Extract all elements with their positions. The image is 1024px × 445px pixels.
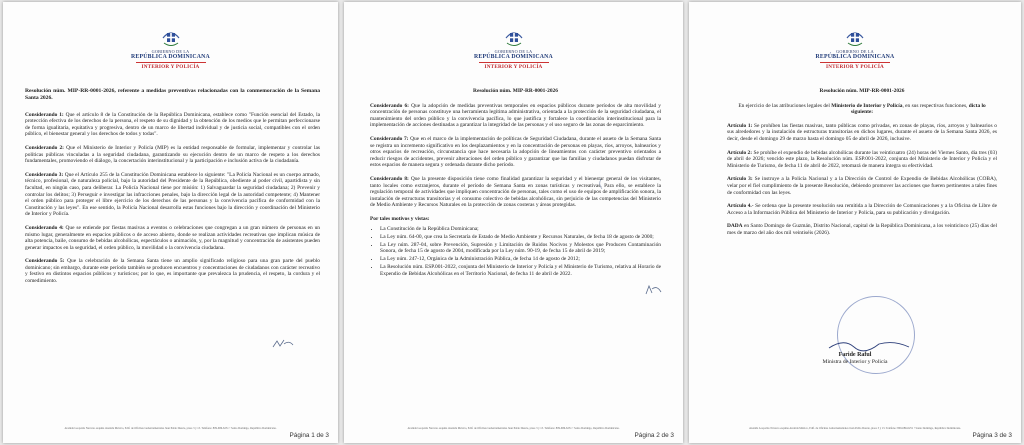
list-item: • La Resolución núm. ESP.001-2022, conjunta del Ministerio de Interior y Policía y el Ministerio de Turismo, relativa al Horario de Expendio de Bebidas Alcohólicas en el Territorio Nacional, de fecha 11 de abril de 2022. bbox=[380, 264, 661, 277]
page-2-body bbox=[370, 88, 661, 279]
ministry-label: INTERIOR Y POLICÍA bbox=[141, 63, 200, 70]
articulo-1: Artículo 1: Se prohíben las fiestas masivas, tanto públicas como privadas, en zonas de playas, ríos, arroyos y balnearios o sus alrededores y la instalación de estructuras transitorias en dichos lugares, durante el asueto de la Semana Santa 2026, es decir, desde el domingo 29 de marzo hasta el domingo 05 de abril de 2026, inclusive. bbox=[727, 122, 997, 142]
letterhead bbox=[344, 26, 683, 70]
vistas-heading: Por tales motivos y vistas: bbox=[370, 215, 430, 222]
initials-mark-icon bbox=[271, 338, 295, 352]
resolution-ref: Resolución núm. MIP-RR-0001-2026 bbox=[819, 88, 905, 94]
considerando-6: Considerando 6: Que la adopción de medidas preventivas temporales en espacios públicos durante períodos de alta movilidad y concentración de personas constituye una herramienta legítima administrativa, orientada a la protección de la seguridad ciudadana, el mantenimiento del orden público y la convivencia pacífica, lo que justifica y fortalece la coordinación interinstitucional para la implementación de acciones destinadas a garantizar la integridad de las personas y el uso seguro de las zonas de esparcimiento. bbox=[370, 102, 661, 129]
vistas-list bbox=[370, 226, 661, 278]
considerando-8: Considerando 8: Que la presente disposición tiene como finalidad garantizar la seguridad y el bienestar general de los visitantes, tanto locales como extranjeros, durante el período de Semana Santa en zonas turísticas y recreativas. Para ello, se establece la regulación temporal de actividades que impliquen concentración de personas, tales como el uso de equipos de amplificación sonora, la instalación de estructuras transitorias y el consumo colectivo de bebidas alcohólicas, sin perjuicio de las competencias del Ministerio de Medio Ambiente y Recursos Naturales en la protección de zonas costeras y áreas protegidas. bbox=[370, 175, 662, 209]
government-label: GOBIERNO DE LA bbox=[151, 49, 190, 54]
ministry-label: INTERIOR Y POLICÍA bbox=[484, 63, 543, 70]
document-page-1 bbox=[3, 2, 338, 443]
articulo-2: Artículo 2: Se prohíbe el expendio de bebidas alcohólicas durante las veinticuatro (24) horas del Viernes Santo, día tres (03) de abril de 2026; vencido este plazo, la Resolución núm. ESP.001-2022, conjunta del Ministerio de Interior y Policía y el Ministerio de Turismo, de fecha 11 de abril de 2022, retomará de manera íntegra su efectividad. bbox=[727, 149, 997, 169]
resolution-title: Resolución núm. MIP-RR-0001-2026, referente a medidas preventivas relacionadas con la conmemoración de la Semana Santa 2026. bbox=[25, 88, 320, 101]
ministry-label: INTERIOR Y POLICÍA bbox=[826, 63, 884, 70]
republic-label: REPÚBLICA DOMINICANA bbox=[474, 54, 553, 60]
page-number: Página 2 de 3 bbox=[634, 432, 674, 439]
resolution-ref: Resolución núm. MIP-RR-0001-2026 bbox=[473, 88, 558, 94]
list-item: • La Ley núm. 287-04, sobre Prevención, Supresión y Limitación de Ruidos Nocivos y Molestos que Producen Contaminación Sonora, de fecha 15 de agosto de 2004, modificada por la Ley núm. 90-19, de fecha 15 de abril de 2019; bbox=[380, 242, 661, 255]
intro-paragraph: En ejercicio de las atribuciones legales del Ministerio de Interior y Policía, en sus respectivas funciones, dicta lo siguiente: bbox=[738, 102, 986, 116]
page-3-body bbox=[727, 88, 997, 244]
signer-name: Faride Raful bbox=[838, 352, 872, 358]
articulo-3: Artículo 3: Se instruye a la Policía Nacional y a la Dirección de Control de Expendio de Bebidas Alcohólicas (COBA), velar por el fiel cumplimiento de la presente Resolución, debiendo promover las acciones que fueren pertinentes a tales fines de conformidad con las leyes. bbox=[727, 176, 997, 196]
pen-mark-icon bbox=[596, 178, 606, 192]
republic-label: REPÚBLICA DOMINICANA bbox=[131, 54, 210, 60]
list-item: • La Ley núm. 64-00, que crea la Secretaría de Estado de Medio Ambiente y Recursos Naturales, de fecha 18 de agosto de 2000; bbox=[380, 234, 661, 241]
coat-of-arms-icon bbox=[843, 26, 867, 48]
government-label: GOBIERNO DE LA bbox=[836, 49, 874, 54]
page-1-body bbox=[25, 88, 320, 292]
government-label: GOBIERNO DE LA bbox=[494, 49, 533, 54]
letterhead bbox=[3, 26, 338, 70]
letterhead bbox=[689, 26, 1021, 70]
coat-of-arms-icon bbox=[502, 26, 526, 48]
considerando-2: Considerando 2: Que el Ministerio de Interior y Policía (MIP) es la entidad responsable de formular, implementar y controlar las políticas públicas vinculadas a la seguridad ciudadana, garantizando su ejecución dentro de un marco de respeto a los derechos fundamentales, promoviendo el diálogo, la concertación interinstitucional y la participación e inclusión activa de la ciudadanía. bbox=[25, 144, 320, 165]
page-number: Página 3 de 3 bbox=[972, 432, 1012, 439]
page-footer: Avenida Leopoldo Navarro esquina Avenida México, Edif. de Oficinas Gubernamentales Juan Pablo Duarte, pisos 3 y 13. Teléfono: 809-686-6251 • Santo Domingo, República Dominicana. bbox=[407, 426, 620, 430]
document-page-2 bbox=[344, 2, 683, 443]
republic-label: REPÚBLICA DOMINICANA bbox=[815, 54, 895, 60]
list-item: • La Ley núm. 247-12, Orgánica de la Administración Pública, de fecha 14 de agosto de 2012; bbox=[380, 256, 661, 263]
considerando-7: Considerando 7: Que en el marco de la implementación de políticas de Seguridad Ciudadana, durante el asueto de la Semana Santa se registra un incremento significativo en los desplazamientos y en la concentración de personas en playas, ríos, arroyos, balnearios y otros espacios de recreación, circunstancia que hace necesaria la adopción de lineamientos con carácter preventivo orientados a reducir riesgos de accidentes, prevenir alteraciones del orden público y garantizar que las familias y ciudadanos puedan disfrutar de estos espacios de manera segura y ordenada durante dicho período. bbox=[370, 135, 661, 169]
page-footer: Avenida Leopoldo Navarro esquina Avenida México, Edif. de Oficinas Gubernamentales Juan Pablo Duarte, pisos 3 y 13. Teléfono: 809-686-6251 • Santo Domingo, República Dominicana. bbox=[749, 426, 961, 430]
considerando-5: Considerando 5: Que la celebración de la Semana Santa tiene un amplio significado religioso para una gran parte del pueblo dominicano; sin embargo, durante este período también se producen encuentros y concentraciones de ciudadanos con carácter recreativo y festivo en distintos espacios públicos y turísticos; por lo que, es importante que prevalezca la prudencia, el respeto, la cordura y el comedimiento. bbox=[25, 258, 320, 285]
page-number: Página 1 de 3 bbox=[289, 432, 329, 439]
document-page-3 bbox=[689, 2, 1021, 443]
signature-icon bbox=[809, 338, 929, 352]
header-divider bbox=[820, 62, 890, 63]
list-item: • La Constitución de la República Dominicana; bbox=[380, 226, 661, 233]
articulo-4: Artículo 4.- Se ordena que la presente resolución sea remitida a la Dirección de Comunicaciones y a la Oficina de Libre de Acceso a la Información Pública del Ministerio de Interior y Policía, para su publicación y divulgación. bbox=[727, 203, 997, 216]
initials-mark-icon bbox=[644, 284, 664, 298]
header-divider bbox=[136, 62, 206, 63]
coat-of-arms-icon bbox=[159, 26, 183, 48]
considerando-1: Considerando 1: Que el artículo 8 de la Constitución de la República Dominicana, establece como "Función esencial del Estado, la protección efectiva de los derechos de la persona, el respeto de su dignidad y la obtención de los medios que le permitan perfeccionarse de forma igualitaria, equitativa y progresiva, dentro de un marco de libertad individual y de justicia social, compatibles con el orden público, el bienestar general y los derechos de todos y todas". bbox=[25, 111, 320, 138]
signer-title: Ministra de Interior y Policía bbox=[822, 359, 888, 365]
considerando-3: Considerando 3: Que el Artículo 255 de la Constitución Dominicana establece lo siguiente: "La Policía Nacional es un cuerpo armado, técnico, profesional, de naturaleza policial, bajo la autoridad del Presidente de la República, obediente al poder civil, apartidista y sin facultad, en ningún caso, para deliberar. La Policía Nacional tiene por misión: 1) Salvaguardar la seguridad ciudadana; 2) Prevenir y controlar los delitos; 3) Perseguir e investigar las infracciones penales, bajo la dirección legal de la autoridad competente; 4) Mantener el orden público para proteger el libre ejercicio de los derechos de las personas y la convivencia pacífica de conformidad con la Constitución y las leyes". En ese sentido, la Policía Nacional desarrolla estas funciones bajo la dirección y coordinación del Ministerio de Interior y Policía. bbox=[25, 171, 320, 218]
page-footer: Avenida Leopoldo Navarro esquina Avenida México, Edif. de Oficinas Gubernamentales Juan Pablo Duarte, pisos 3 y 13. Teléfono: 809-686-6251 • Santo Domingo, República Dominicana. bbox=[64, 426, 277, 430]
header-divider bbox=[479, 62, 549, 63]
considerando-4: Considerando 4: Que se entiende por fiestas masivas a eventos o celebraciones que congregan a un gran número de personas en un mismo lugar, generalmente en espacios públicos o de acceso abierto, donde se realizan actividades recreativas que implican música de alta potencia, baile, consumo de bebidas alcohólicas, espectáculos o animación, y, por la magnitud y concentración de asistentes pueden generar impactos en la seguridad, el orden público, la movilidad o la convivencia ciudadana. bbox=[25, 224, 320, 251]
dada-paragraph: DADA en Santo Domingo de Guzmán, Distrito Nacional, capital de la República Dominicana, a los veinticinco (25) días del mes de marzo del año dos mil veintiséis (2026). bbox=[727, 223, 997, 236]
